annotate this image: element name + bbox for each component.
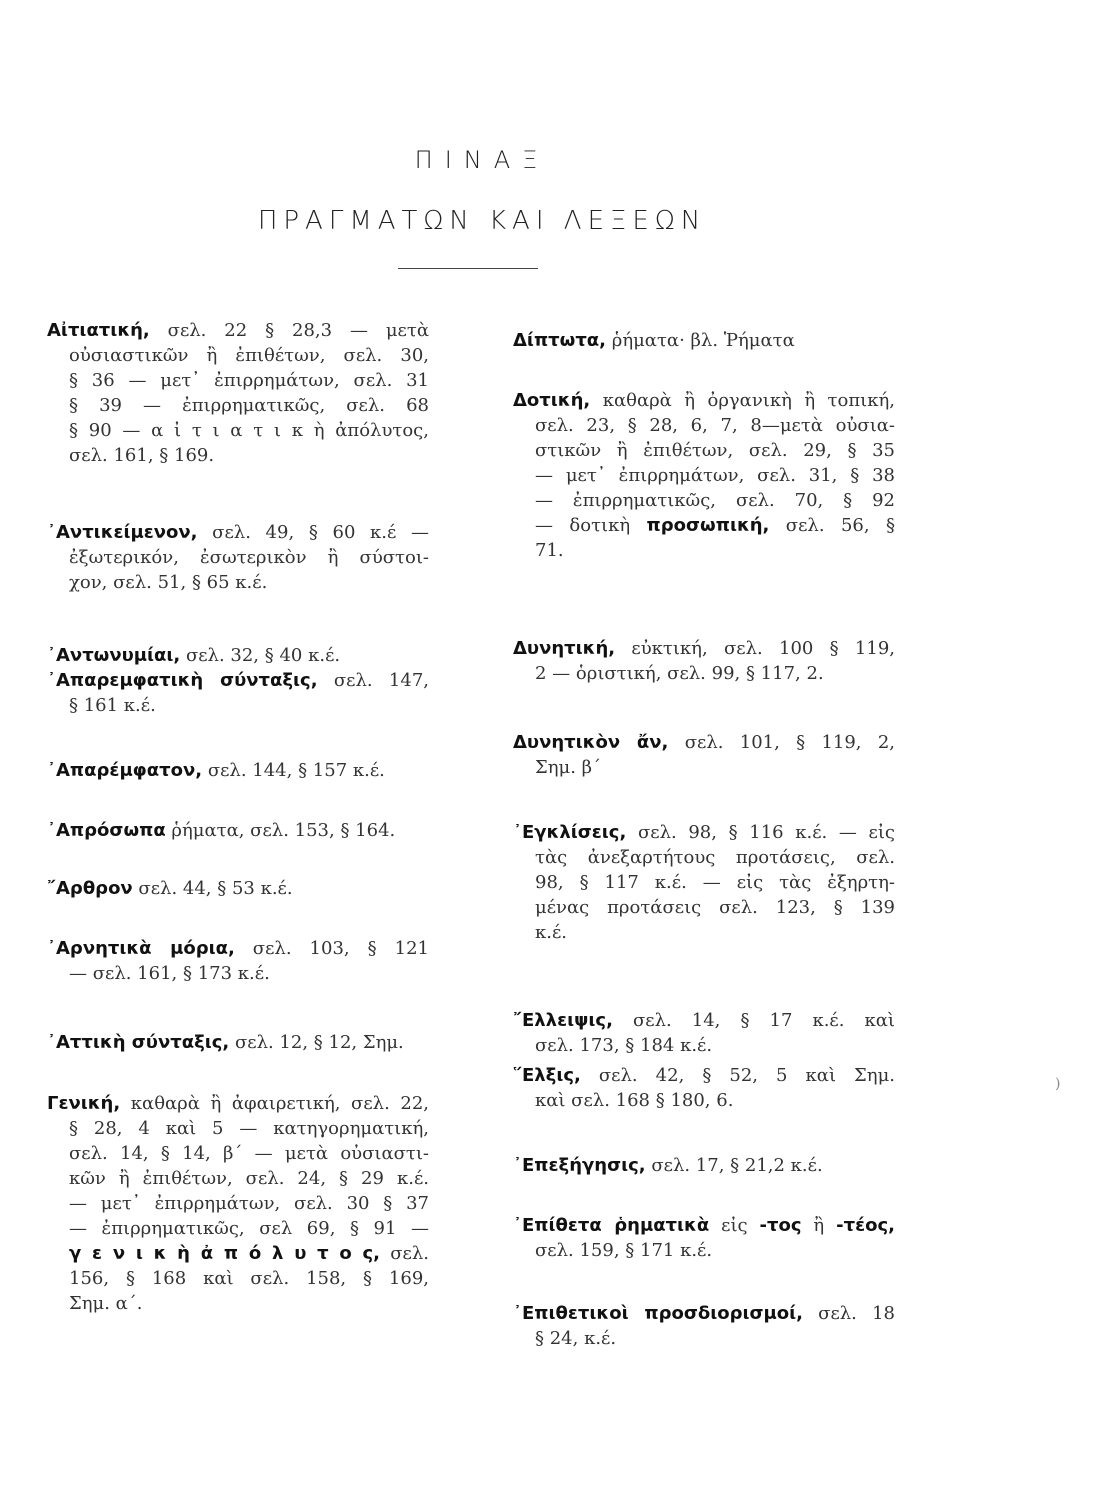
entry-text: 2 — ὁριστική, σελ. 99, § 117, 2.: [535, 663, 824, 684]
index-entry: [47, 1091, 429, 1316]
entry-text: Σημ. β΄: [535, 757, 602, 778]
entry-headword: ᾽Αττικὴ σύνταξις,: [47, 1032, 230, 1053]
entry-headword: ᾽Αντωνυμίαι,: [47, 645, 181, 666]
index-entry: [513, 1008, 895, 1058]
entry-headword: ῞Ελξις,: [513, 1065, 581, 1086]
title-divider: [398, 268, 538, 269]
entry-text: — σελ. 161, § 173 κ.έ.: [69, 963, 270, 984]
entry-line: [47, 961, 429, 986]
entry-line: [513, 388, 895, 413]
entry-headword: ᾽Επεξήγησις,: [513, 1155, 646, 1176]
entry-text: 71.: [535, 540, 564, 561]
entry-line: [513, 820, 895, 845]
entry-line: [513, 328, 895, 353]
entry-text: § 36 — μετ᾽ ἐπιρρημάτων, σελ. 31: [69, 370, 429, 391]
entry-line: [513, 1063, 895, 1088]
entry-line: [513, 438, 895, 463]
entry-text: σελ. 159, § 171 κ.έ.: [535, 1240, 713, 1261]
entry-line: [513, 1238, 895, 1263]
entry-text: ῥήματα· βλ. Ῥήματα: [606, 330, 795, 351]
entry-line: [47, 393, 429, 418]
entry-text: σελ. 98, § 116 κ.έ. — εἰς: [626, 822, 895, 843]
entry-text: τὰς ἀνεξαρτήτους προτάσεις, σελ.: [535, 847, 895, 868]
entry-line: [513, 730, 895, 755]
entry-text: Σημ. α΄.: [69, 1293, 143, 1314]
entry-headword: Δίπτωτα,: [513, 330, 607, 351]
entry-line: [513, 1088, 895, 1113]
entry-line: [47, 668, 429, 693]
index-entry: [47, 876, 429, 901]
index-entry: [47, 643, 429, 668]
entry-line: [513, 1326, 895, 1351]
entry-line: [513, 755, 895, 780]
entry-text: σελ. 101, § 119, 2,: [668, 732, 895, 753]
index-entry: [513, 1063, 895, 1113]
entry-line: [513, 1213, 895, 1238]
entry-line: [47, 545, 429, 570]
entry-headword: ῎Ελλειψις,: [513, 1010, 613, 1031]
entry-line: [47, 418, 429, 443]
index-entry: [47, 668, 429, 718]
entry-line: [47, 693, 429, 718]
entry-line: [47, 343, 429, 368]
index-entry: [47, 936, 429, 986]
entry-text: — μετ᾽ ἐπιρρημάτων, σελ. 30 § 37: [69, 1193, 429, 1214]
entry-text: σελ. 144, § 157 κ.έ.: [202, 760, 385, 781]
entry-headword: προσωπική,: [646, 515, 770, 536]
entry-text: 98, § 117 κ.έ. — εἰς τὰς ἐξηρτη-: [535, 872, 895, 893]
entry-line: [47, 1166, 429, 1191]
entry-text: καθαρὰ ἢ ἀφαιρετική, σελ. 22,: [120, 1093, 429, 1114]
entry-text: — ἐπιρρηματικῶς, σελ 69, § 91 —: [69, 1218, 429, 1239]
index-entry: [47, 318, 429, 468]
entry-text: σελ. 173, § 184 κ.έ.: [535, 1035, 713, 1056]
entry-headword: -τέος,: [836, 1215, 895, 1236]
entry-line: [47, 758, 429, 783]
entry-text: κ.έ.: [535, 922, 568, 943]
entry-headword: ᾽Επίθετα ῥηματικὰ: [513, 1215, 710, 1236]
entry-line: [47, 643, 429, 668]
entry-line: [513, 413, 895, 438]
entry-text: σελ. 147,: [317, 670, 429, 691]
entry-line: [47, 1216, 429, 1241]
entry-text: § 24, κ.έ.: [535, 1328, 617, 1349]
entry-headword: -τος: [759, 1215, 802, 1236]
entry-text: σελ. 161, § 169.: [69, 445, 215, 466]
entry-text: σελ. 103, § 121: [234, 938, 429, 959]
entry-line: [47, 876, 429, 901]
entry-text: στικῶν ἢ ἐπιθέτων, σελ. 29, § 35: [535, 440, 895, 461]
entry-line: [47, 368, 429, 393]
entry-line: [47, 570, 429, 595]
entry-text: εὐκτική, σελ. 100 § 119,: [615, 638, 895, 659]
index-entry: [47, 818, 429, 843]
entry-headword: ᾽Εγκλίσεις,: [513, 822, 627, 843]
index-entry: [513, 1301, 895, 1351]
entry-line: [513, 463, 895, 488]
entry-headword: ῎Αρθρον: [47, 878, 133, 899]
entry-text: σελ. 56, §: [769, 515, 895, 536]
entry-text: ἐξωτερικόν, ἐσωτερικὸν ἢ σύστοι-: [69, 547, 429, 568]
entry-headword: ᾽Επιθετικοὶ προσδιορισμοί,: [513, 1303, 803, 1324]
page-subtitle: ΠΡΑΓΜΑΤΩΝ ΚΑΙ ΛΕΞΕΩΝ: [257, 206, 707, 236]
entry-headword: ᾽Απρόσωπα: [47, 820, 166, 841]
entry-headword: ᾽Απαρεμφατικὴ σύνταξις,: [47, 670, 318, 691]
index-entry: [513, 388, 895, 563]
entry-line: [513, 538, 895, 563]
entry-text: καὶ σελ. 168 § 180, 6.: [535, 1090, 734, 1111]
entry-text: σελ. 17, § 21,2 κ.έ.: [645, 1155, 823, 1176]
entry-headword: Αἰτιατική,: [47, 320, 150, 341]
entry-headword: Δυνητική,: [513, 638, 616, 659]
index-entry: [47, 758, 429, 783]
entry-line: [513, 845, 895, 870]
entry-line: [513, 870, 895, 895]
entry-text: κῶν ἢ ἐπιθέτων, σελ. 24, § 29 κ.έ.: [69, 1168, 429, 1189]
entry-text: σελ. 22 § 28,3 — μετὰ: [149, 320, 429, 341]
entry-text: σελ. 42, § 52, 5 καὶ Σημ.: [580, 1065, 895, 1086]
index-entry: [513, 1213, 895, 1263]
entry-line: [47, 1191, 429, 1216]
entry-line: [513, 920, 895, 945]
entry-line: [47, 936, 429, 961]
entry-headword: ᾽Αρνητικὰ μόρια,: [47, 938, 235, 959]
entry-text: — μετ᾽ ἐπιρρημάτων, σελ. 31, § 38: [535, 465, 895, 486]
entry-line: [513, 1301, 895, 1326]
entry-line: [513, 513, 895, 538]
entry-text: σελ. 32, § 40 κ.έ.: [180, 645, 341, 666]
entry-headword: γ ε ν ι κ ὴ ἀ π ό λ υ τ ο ς,: [69, 1243, 381, 1264]
entry-text: σελ. 14, § 14, β΄ — μετὰ οὐσιαστι-: [69, 1143, 429, 1164]
entry-line: [47, 318, 429, 343]
entry-line: [47, 1291, 429, 1316]
margin-mark: ): [1055, 1076, 1061, 1092]
entry-headword: Γενική,: [47, 1093, 121, 1114]
index-entry: [513, 1153, 895, 1178]
entry-line: [47, 443, 429, 468]
entry-text: οὐσιαστικῶν ἢ ἐπιθέτων, σελ. 30,: [69, 345, 429, 366]
entry-headword: Δυνητικὸν ἄν,: [513, 732, 669, 753]
entry-line: [513, 1033, 895, 1058]
entry-text: μένας προτάσεις σελ. 123, § 139: [535, 897, 895, 918]
entry-line: [513, 1153, 895, 1178]
entry-text: καθαρὰ ἢ ὀργανικὴ ἢ τοπική,: [590, 390, 895, 411]
entry-text: § 161 κ.έ.: [69, 695, 156, 716]
entry-text: σελ. 49, § 60 κ.έ —: [197, 522, 429, 543]
index-entry: [513, 328, 895, 353]
entry-text: — ἐπιρρηματικῶς, σελ. 70, § 92: [535, 490, 895, 511]
entry-line: [47, 520, 429, 545]
entry-headword: ᾽Απαρέμφατον,: [47, 760, 203, 781]
entry-line: [47, 1116, 429, 1141]
entry-line: [47, 1030, 429, 1055]
entry-text: σελ.: [380, 1243, 429, 1264]
index-entry: [47, 520, 429, 595]
entry-text: σελ. 44, § 53 κ.έ.: [132, 878, 293, 899]
entry-text: 156, § 168 καὶ σελ. 158, § 169,: [69, 1268, 429, 1289]
entry-line: [47, 1241, 429, 1266]
entry-text: σελ. 12, § 12, Σημ.: [229, 1032, 404, 1053]
index-entry: [47, 1030, 429, 1055]
entry-text: § 28, 4 καὶ 5 — κατηγορηματική,: [69, 1118, 429, 1139]
entry-text: χον, σελ. 51, § 65 κ.έ.: [69, 572, 268, 593]
entry-line: [513, 661, 895, 686]
index-entry: [513, 730, 895, 780]
index-entry: [513, 820, 895, 945]
entry-text: σελ. 14, § 17 κ.έ. καὶ: [612, 1010, 895, 1031]
page-title: ΠΙΝΑΞ: [414, 146, 550, 174]
entry-text: σελ. 23, § 28, 6, 7, 8—μετὰ οὐσια-: [535, 415, 895, 436]
entry-text: εἰς: [709, 1215, 760, 1236]
entry-line: [47, 818, 429, 843]
entry-line: [47, 1091, 429, 1116]
entry-text: — δοτικὴ: [535, 515, 647, 536]
entry-text: ῥήματα, σελ. 153, § 164.: [165, 820, 396, 841]
entry-line: [47, 1141, 429, 1166]
entry-text: § 39 — ἐπιρρηματικῶς, σελ. 68: [69, 395, 429, 416]
entry-line: [513, 895, 895, 920]
entry-headword: ᾽Αντικείμενον,: [47, 522, 198, 543]
entry-headword: Δοτική,: [513, 390, 591, 411]
entry-line: [47, 1266, 429, 1291]
entry-line: [513, 636, 895, 661]
entry-text: ἢ: [801, 1215, 837, 1236]
entry-line: [513, 488, 895, 513]
index-entry: [513, 636, 895, 686]
entry-text: § 90 — α ἰ τ ι α τ ι κ ὴ ἀπόλυτος,: [69, 420, 429, 441]
entry-line: [513, 1008, 895, 1033]
entry-text: σελ. 18: [802, 1303, 895, 1324]
